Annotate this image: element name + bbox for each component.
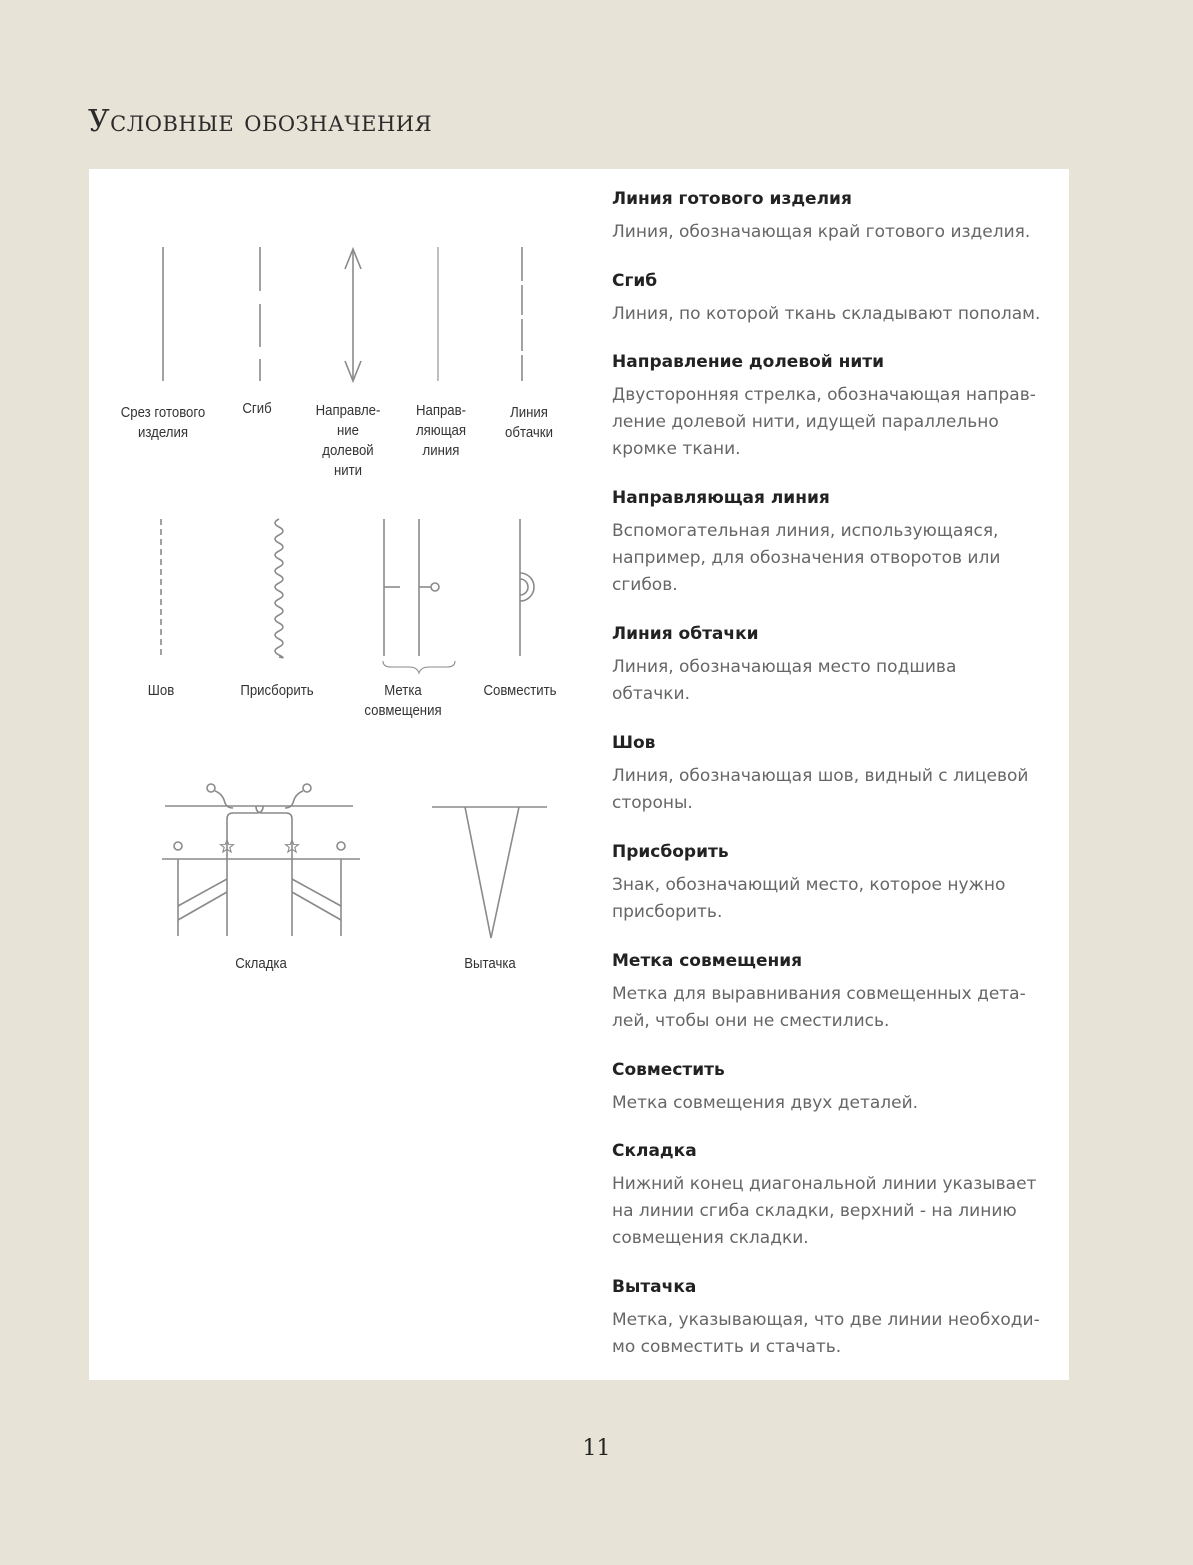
legend-title: Линия обтачки <box>612 624 759 644</box>
caption-dart: Вытачка <box>464 955 516 972</box>
legend-entry-pleat <box>612 1139 1052 1275</box>
align-symbol <box>520 519 534 656</box>
legend-text: Двусторонняя стрелка, обозначающая направ- ление долевой нити, идущей параллельно кромке ткани. <box>612 385 1036 459</box>
legend-text: Линия, обозначающая шов, видный с лицевой стороны. <box>612 766 1029 813</box>
legend-text: Знак, обозначающий место, которое нужно присборить. <box>612 875 1006 922</box>
caption-pleat: Складка <box>235 955 287 972</box>
page-title: Условные обозначения <box>88 104 433 139</box>
legend-title: Совместить <box>612 1060 725 1080</box>
symbols-illustration <box>89 169 589 1009</box>
legend-entry-match-mark <box>612 949 1052 1058</box>
legend-entry-align <box>612 1058 1052 1139</box>
legend-title: Направляющая линия <box>612 488 830 508</box>
legend-entry-guide-line <box>612 486 1052 622</box>
legend-title: Вытачка <box>612 1277 697 1297</box>
legend-title: Линия готового изделия <box>612 189 852 209</box>
legend-text: Линия, обозначающая место подшива обтачки. <box>612 657 957 704</box>
legend-text: Вспомогательная линия, использующаяся, например, для обозначения отворотов или сгибов. <box>612 521 1001 595</box>
legend-title: Складка <box>612 1141 697 1161</box>
legend-entry-finished-line <box>612 187 1052 269</box>
legend-title: Сгиб <box>612 271 658 291</box>
gather-symbol <box>275 519 283 658</box>
caption-gather: Присборить <box>240 682 314 699</box>
match-mark-symbol <box>383 519 455 673</box>
legend-title: Присборить <box>612 842 729 862</box>
legend-entry-gather <box>612 840 1052 949</box>
legend-list <box>612 187 1052 1361</box>
caption-fold: Сгиб <box>242 400 272 417</box>
legend-entry-facing-line <box>612 622 1052 731</box>
pleat-symbol <box>162 784 360 936</box>
caption-match-mark: Метка совмещения <box>364 682 442 719</box>
caption-facing-line: Линия обтачки <box>505 404 553 441</box>
grainline-arrow-symbol <box>345 249 361 381</box>
caption-guide-line: Направ- ляющая линия <box>415 402 467 459</box>
legend-title: Направление долевой нити <box>612 352 885 372</box>
dart-symbol <box>432 807 547 938</box>
caption-seam: Шов <box>147 682 175 699</box>
legend-text: Линия, по которой ткань складывают пополам. <box>612 304 1041 324</box>
legend-text: Нижний конец диагональной линии указывает на линии сгиба складки, верхний - на линию совмещения складки. <box>612 1174 1037 1248</box>
legend-title: Метка совмещения <box>612 951 803 971</box>
caption-align: Совместить <box>483 682 557 699</box>
legend-text: Метка для выравнивания совмещенных дета- лей, чтобы они не сместились. <box>612 984 1026 1031</box>
legend-text: Метка, указывающая, что две линии необходи- мо совместить и стачать. <box>612 1310 1040 1357</box>
legend-entry-seam <box>612 731 1052 840</box>
legend-panel <box>89 169 1069 1380</box>
legend-text: Метка совмещения двух деталей. <box>612 1093 919 1113</box>
page-number: 11 <box>582 1436 611 1461</box>
legend-text: Линия, обозначающая край готового изделия. <box>612 222 1031 242</box>
legend-entry-grainline <box>612 350 1052 486</box>
caption-finished-line: Срез готового изделия <box>120 404 206 441</box>
caption-grainline: Направле- ние долевой нити <box>315 402 381 479</box>
legend-entry-fold <box>612 269 1052 350</box>
legend-entry-dart <box>612 1275 1052 1361</box>
legend-title: Шов <box>612 733 656 753</box>
